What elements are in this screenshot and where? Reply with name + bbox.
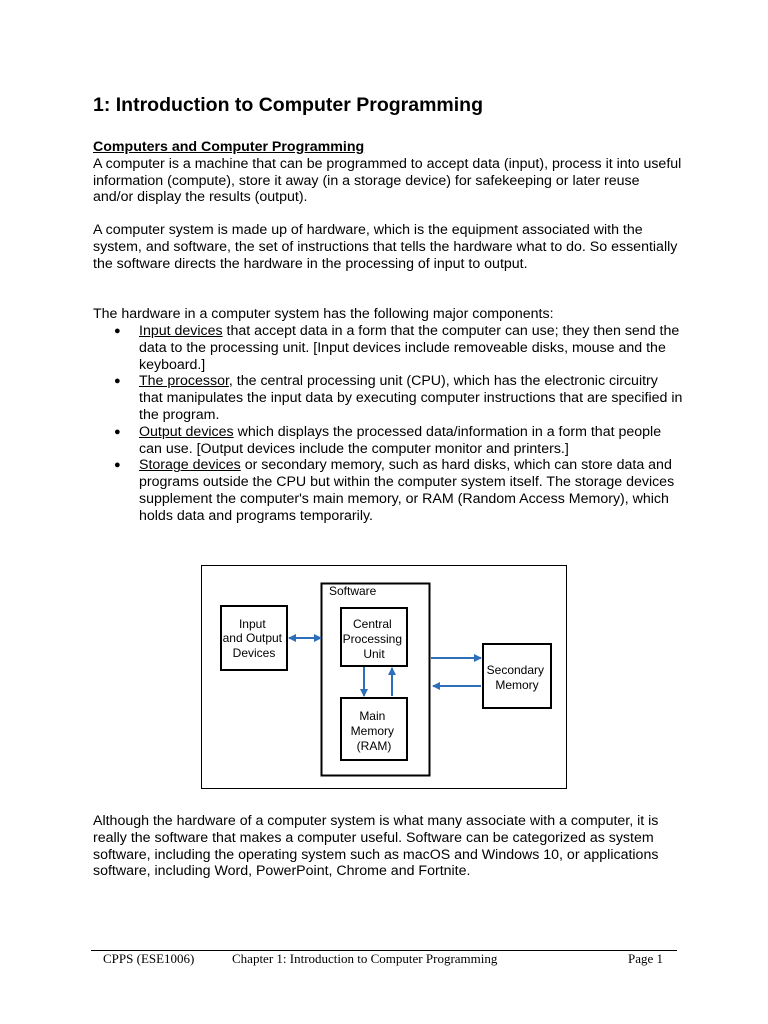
- list-item: [93, 457, 683, 524]
- bullet-icon: ●: [114, 459, 121, 472]
- cpu-label: Central Processing Unit: [342, 617, 403, 661]
- main-memory-label: Main Memory (RAM): [350, 709, 394, 753]
- bullet-text: , the central processing unit (CPU), which has the electronic circuitry that manipulates the input data by executing computer instructions that are specified in the program.: [139, 373, 683, 423]
- footer-page-number: Page 1: [628, 951, 664, 966]
- software-label: Software: [329, 584, 377, 598]
- list-item: [93, 424, 683, 458]
- paragraph-1: A computer is a machine that can be programmed to accept data (input), process it into useful information (compute), store it away (in a storage device) for safekeeping or later reuse and/or display the results (output).: [93, 155, 682, 206]
- bullet-term: Input devices: [139, 323, 223, 339]
- footer-chapter: Chapter 1: Introduction to Computer Programming: [232, 951, 498, 966]
- bullet-icon: ●: [114, 375, 121, 388]
- list-item: [93, 373, 683, 423]
- bullet-icon: ●: [114, 325, 121, 337]
- intro-section: [93, 139, 683, 206]
- bullet-term: The processor: [139, 373, 229, 390]
- page-title: 1: Introduction to Computer Programming: [93, 94, 483, 116]
- hardware-components-list: [93, 323, 683, 525]
- bullet-icon: ●: [114, 425, 121, 438]
- bullet-term: Output devices: [139, 423, 234, 440]
- list-item: [93, 323, 683, 373]
- diagram-frame: [202, 566, 567, 789]
- io-devices-label: Input and Output Devices: [222, 617, 283, 660]
- footer-course: CPPS (ESE1006): [103, 951, 195, 966]
- paragraph-3: The hardware in a computer system has the following major components:: [93, 306, 554, 322]
- paragraph-2: A computer system is made up of hardware, which is the equipment associated with the system, and software, the set of instructions that tells the hardware what to do. So essentially the software directs the hardware in the processing of input to output.: [93, 222, 678, 272]
- computer-system-diagram: [201, 565, 568, 790]
- bullet-text: which displays the processed data/information in a form that people can use. [Output devices include the computer monitor and printers.]: [139, 423, 662, 457]
- bullet-text: or secondary memory, such as hard disks, which can store data and programs outside the CPU but within the computer system itself. The storage devices supplement the computer's main memory, or RAM (Random Access Memory), which holds data and programs temporarily.: [139, 457, 675, 524]
- bullet-text: that accept data in a form that the computer can use; they then send the data to the processing unit. [Input devices include removeable disks, mouse and the keyboard.]: [139, 323, 680, 373]
- secondary-memory-label: Secondary Memory: [486, 663, 545, 692]
- section-heading: Computers and Computer Programming: [93, 139, 365, 155]
- paragraph-4: Although the hardware of a computer system is what many associate with a computer, it is really the software that makes a computer useful. Software can be categorized as system software, including the operating system such as macOS and Windows 10, or applications software, including Word, PowerPoint, Chrome and Fortnite.: [93, 813, 659, 880]
- bullet-term: Storage devices: [139, 457, 241, 474]
